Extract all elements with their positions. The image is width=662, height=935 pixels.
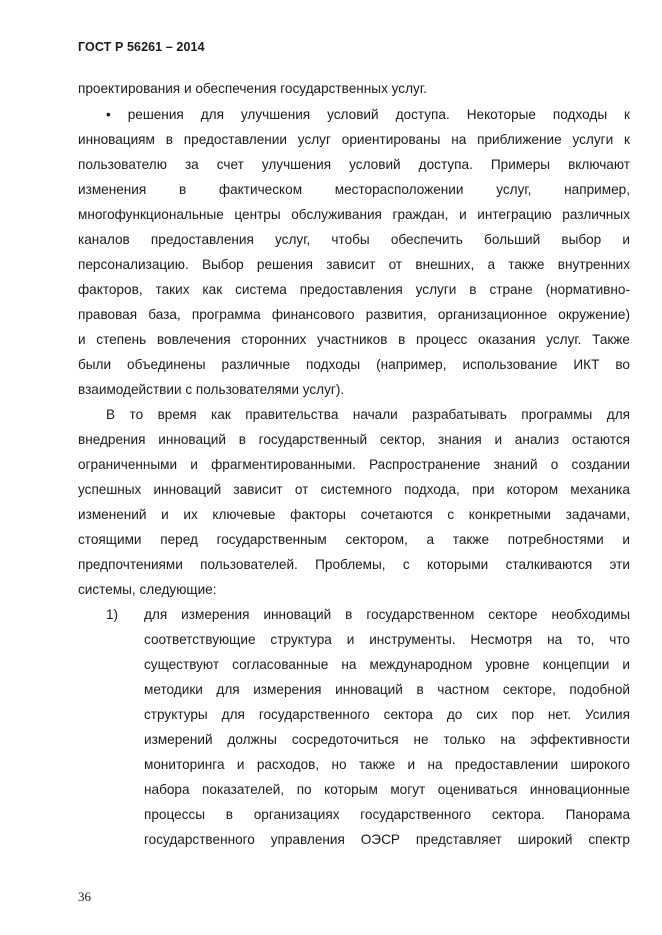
text-line: внедрения инноваций в государственный сектор, знания и анализ остаются <box>78 432 630 447</box>
text-line: предпочтениями пользователей. Проблемы, с которыми сталкиваются эти <box>78 557 630 572</box>
text-line: системы, следующие: <box>78 582 217 597</box>
text-line: инновациям в предоставлении услуг ориентированы на приближение услуги к <box>78 132 630 147</box>
list-item-line: структуры для государственного сектора до сих пор нет. Усилия <box>144 707 630 722</box>
text-line: стоящими перед государственным сектором, а также потребностями и <box>78 532 630 547</box>
text-line: правовая база, программа финансового развития, организационное окружение) <box>78 307 630 322</box>
list-marker: 1) <box>106 607 119 622</box>
text-line: были объединены различные подходы (например, использование ИКТ во <box>78 357 630 372</box>
text-line: факторов, таких как система предоставления услуги в стране (нормативно- <box>78 282 630 297</box>
paragraph-first-line: В то время как правительства начали разрабатывать программы для <box>106 407 630 422</box>
text-line: успешных инноваций зависит от системного подхода, при котором механика <box>78 482 630 497</box>
list-item-line: методики для измерения инноваций в частном секторе, подобной <box>144 682 630 697</box>
text-line: и степень вовлечения сторонних участников в процесс оказания услуг. Также <box>78 332 630 347</box>
list-item-line: измерений должны сосредоточиться не только на эффективности <box>144 732 630 747</box>
list-item-line: мониторинга и расходов, но также и на предоставлении широкого <box>144 757 630 772</box>
text-line: персонализацию. Выбор решения зависит от внешних, а также внутренних <box>78 257 630 272</box>
text-line: ограниченными и фрагментированными. Распространение знаний о создании <box>78 457 630 472</box>
text-line: изменений и их ключевые факторы сочетаются с конкретными задачами, <box>78 507 630 522</box>
list-item-line: государственного управления ОЭСР представляет широкий спектр <box>144 832 630 847</box>
list-item-line: процессы в организациях государственного сектора. Панорама <box>144 807 630 822</box>
list-item-line: соответствующие структура и инструменты. Несмотря на то, что <box>144 632 630 647</box>
text-line: каналов предоставления услуг, чтобы обеспечить больший выбор и <box>78 232 630 247</box>
page-number: 36 <box>78 889 91 904</box>
text-line: проектирования и обеспечения государственных услуг. <box>78 81 427 96</box>
list-item-line: существуют согласованные на международном уровне концепции и <box>144 657 630 672</box>
list-item-line: для измерения инноваций в государственном секторе необходимы <box>144 607 630 622</box>
list-item-line: набора показателей, по которым могут оцениваться инновационные <box>144 782 630 797</box>
text-line: изменения в фактическом месторасположении услуг, например, <box>78 182 630 197</box>
document-header: ГОСТ Р 56261 – 2014 <box>78 40 205 54</box>
text-line: взаимодействии с пользователями услуг). <box>78 382 345 397</box>
text-line: пользователю за счет улучшения условий доступа. Примеры включают <box>78 157 630 172</box>
bullet-line: • решения для улучшения условий доступа. Некоторые подходы к <box>106 107 630 122</box>
text-line: многофункциональные центры обслуживания граждан, и интеграцию различных <box>78 207 630 222</box>
